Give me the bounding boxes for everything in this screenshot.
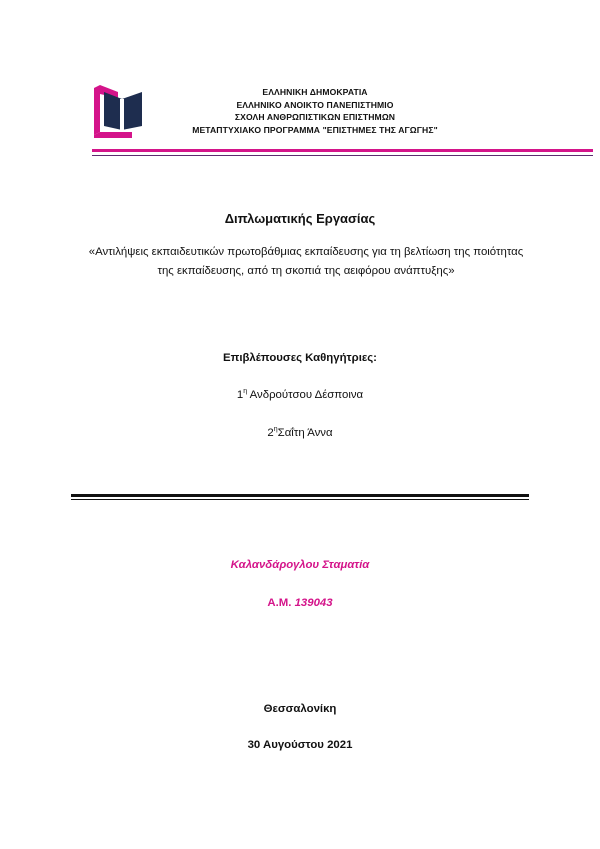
thesis-title: «Αντιλήψεις εκπαιδευτικών πρωτοβάθμιας εκπαίδευσης για τη βελτίωση της ποιότητας της εκπαίδευσης, από τη σκοπιά της αειφόρου ανάπτυξης» <box>88 246 524 277</box>
date: 30 Αυγούστου 2021 <box>247 739 353 751</box>
supervisor-name: Σαΐτη Άννα <box>277 427 333 439</box>
supervisor-ordinal: 1 <box>236 389 244 401</box>
student-id-label: Α.Μ. <box>267 597 292 609</box>
open-book-logo-icon <box>92 82 144 138</box>
header-line-school: ΣΧΟΛΗ ΑΝΘΡΩΠΙΣΤΙΚΩΝ ΕΠΙΣΤΗΜΩΝ <box>234 112 396 122</box>
divider-thin <box>71 499 529 500</box>
student-id <box>0 597 600 609</box>
institution-header <box>150 86 480 136</box>
header-line-republic: ΕΛΛΗΝΙΚΗ ΔΗΜΟΚΡΑΤΙΑ <box>262 87 368 97</box>
header-rule-pink <box>92 149 593 152</box>
supervisor-2 <box>0 427 600 439</box>
divider-thick <box>71 494 529 497</box>
supervisor-ordinal-suffix: η <box>243 388 248 396</box>
supervisors-heading: Επιβλέπουσες Καθηγήτριες: <box>223 352 377 364</box>
supervisor-ordinal-suffix: η <box>273 426 278 434</box>
document-type: Διπλωματικής Εργασίας <box>224 211 376 226</box>
header-line-program: ΜΕΤΑΠΤΥΧΙΑΚΟ ΠΡΟΓΡΑΜΜΑ "ΕΠΙΣΤΗΜΕΣ ΤΗΣ ΑΓΩΓΗΣ" <box>192 124 438 135</box>
city: Θεσσαλονίκη <box>263 703 337 715</box>
supervisor-ordinal: 2 <box>267 427 274 439</box>
header-rule-purple <box>92 155 593 156</box>
supervisor-1 <box>0 389 600 401</box>
supervisor-name: Ανδρούτσου Δέσποινα <box>249 389 364 401</box>
student-id-number: 139043 <box>294 597 333 609</box>
author-name: Καλανδάρογλου Σταματία <box>230 559 370 571</box>
header-line-university: ΕΛΛΗΝΙΚΟ ΑΝΟΙΚΤΟ ΠΑΝΕΠΙΣΤΗΜΙΟ <box>236 99 394 110</box>
